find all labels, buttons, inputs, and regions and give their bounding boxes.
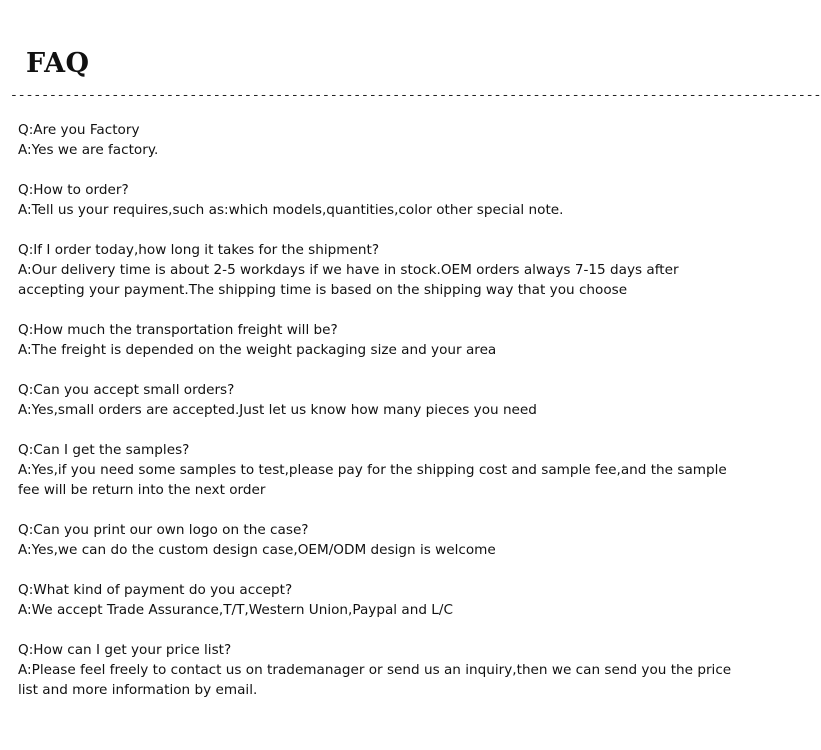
- faq-question: Q:How much the transportation freight will be?: [18, 322, 338, 338]
- faq-item: [18, 640, 744, 700]
- faq-item: [18, 520, 744, 560]
- faq-item: [18, 440, 744, 500]
- faq-answer: A:Tell us your requires,such as:which models,quantities,color other special note.: [18, 202, 564, 218]
- faq-item: [18, 180, 744, 220]
- faq-answer: A:Our delivery time is about 2-5 workdays if we have in stock.OEM orders always 7-15 days after accepting your payment.The shipping time is based on the shipping way that you choose: [18, 262, 679, 298]
- faq-item: [18, 380, 744, 420]
- faq-question: Q:Can I get the samples?: [18, 442, 190, 458]
- faq-item: [18, 320, 744, 360]
- faq-answer: A:The freight is depended on the weight packaging size and your area: [18, 342, 497, 358]
- faq-answer: A:We accept Trade Assurance,T/T,Western Union,Paypal and L/C: [18, 602, 453, 618]
- faq-question: Q:How to order?: [18, 182, 129, 198]
- faq-question: Q:If I order today,how long it takes for the shipment?: [18, 242, 380, 258]
- faq-item: [18, 240, 744, 300]
- faq-question: Q:What kind of payment do you accept?: [18, 582, 293, 598]
- faq-item: [18, 120, 744, 160]
- faq-answer: A:Yes we are factory.: [18, 142, 159, 158]
- faq-question: Q:How can I get your price list?: [18, 642, 232, 658]
- dashed-divider: --------------------------------------------------------------------------------------------------------: [10, 88, 821, 103]
- faq-answer: A:Yes,small orders are accepted.Just let us know how many pieces you need: [18, 402, 537, 418]
- faq-list: [18, 120, 744, 720]
- faq-item: [18, 580, 744, 620]
- faq-question: Q:Can you accept small orders?: [18, 382, 235, 398]
- faq-question: Q:Are you Factory: [18, 122, 140, 138]
- page-title: FAQ: [26, 48, 90, 79]
- faq-question: Q:Can you print our own logo on the case?: [18, 522, 309, 538]
- faq-answer: A:Please feel freely to contact us on trademanager or send us an inquiry,then we can send you the price list and more information by email.: [18, 662, 732, 698]
- faq-answer: A:Yes,we can do the custom design case,OEM/ODM design is welcome: [18, 542, 496, 558]
- faq-answer: A:Yes,if you need some samples to test,please pay for the shipping cost and sample fee,and the sample fee will be return into the next order: [18, 462, 727, 498]
